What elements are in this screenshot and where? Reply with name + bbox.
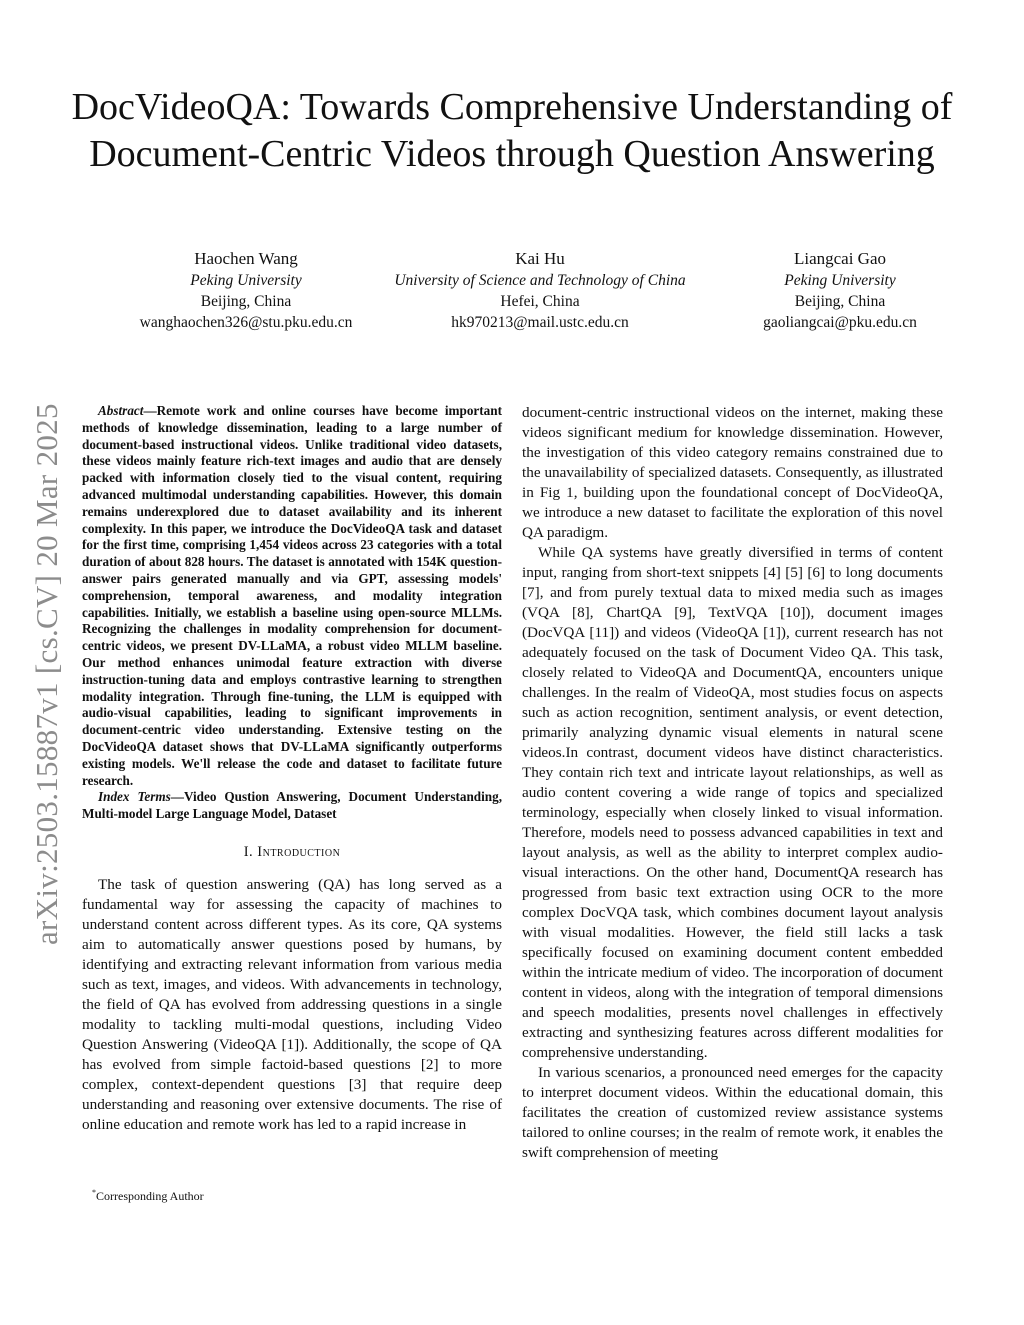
author-email: hk970213@mail.ustc.edu.cn [451,314,629,331]
author-location: Beijing, China [200,293,292,310]
author-location: Hefei, China [500,293,580,310]
author-name: Liangcai Gao [793,249,887,268]
author-name: Kai Hu [515,249,565,268]
author-block-3 [710,248,970,333]
author-location: Beijing, China [794,293,886,310]
body-paragraph: While QA systems have greatly diversified in terms of content input, ranging from short-text snippets [4] [5] [6] to long documents [7], and from purely textual data to mixed media such as images (VQA [8], ChartQA [9], TextVQA [10]), document images (DocVQA [11]) and videos (VideoQA [1]), current research has not adequately focused on the task of Document Video QA. This task, closely related to VideoQA and DocumentQA, encounters unique challenges. In the realm of VideoQA, most studies focus on aspects such as action recognition, sentiment analysis, or event detection, primarily analyzing dynamic visual elements in natural scene videos.In contrast, document videos have distinct characteristics. They contain rich text and intricate layout relationships, as well as audio content covering a wide range of topics and specialized terminology, especially when closely linked to visual information. Therefore, models need to possess advanced capabilities in text and layout analysis, as well as the ability to interpret complex audio-visual interactions. On the other hand, DocumentQA research has progressed from basic text extraction using OCR to the more complex DocVQA task, which combines document layout analysis with visual modalities. However, the field still lacks a task specifically focused on examining document content embedded within the intricate medium of video. The incorporation of document content in videos, along with the integration of temporal dimensions and speech modalities, presents novel challenges in effectively extracting and synthesizing features across different modalities for comprehensive understanding. [522,544,943,1061]
index-terms [82,789,502,823]
abstract-text: —Remote work and online courses have become important methods of knowledge dissemination, leading to a large number of document-based instructional videos. Unlike traditional video datasets, these videos mainly feature rich-text images and audio that are densely packed with information closely tied to the visual content, requiring advanced multimodal understanding capabilities. However, this domain remains underexplored due to dataset availability and its inherent complexity. In this paper, we introduce the DocVideoQA task and dataset for the first time, comprising 1,454 videos across 23 categories with a total duration of about 828 hours. The dataset is annotated with 154K question-answer pairs generated manually and via GPT, assessing models' comprehension, temporal awareness, and modality integration capabilities. Initially, we establish a baseline using open-source MLLMs. Recognizing the challenges in modality comprehension for document-centric videos, we present DV-LLaMA, a robust video MLLM baseline. Our method enhances unimodal feature extraction with diverse instruction-tuning data and employs contrastive learning to strengthen modality integration. Through fine-tuning, the LLM is equipped with audio-visual capabilities, leading to significant improvements in document-centric video understanding. Extensive testing on the DocVideoQA dataset shows that DV-LLaMA significantly outperforms existing models. We'll release the code and dataset to facilitate future research. [82,403,502,788]
abstract-lead: Abstract [98,403,144,418]
abstract [82,403,502,789]
author-name: Haochen Wang [194,249,298,268]
section-heading: I. Introduction [243,843,341,860]
author-affiliation: Peking University [190,272,302,289]
body-paragraph: document-centric instructional videos on the internet, making these videos significant medium for knowledge dissemination. However, the investigation of this video category remains constrained due to the unavailability of specialized datasets. Consequently, as illustrated in Fig 1, building upon the foundational concept of DocVideoQA, we introduce a new dataset to facilitate the exploration of this novel QA paradigm. [522,404,943,541]
footnote [92,1186,204,1203]
index-terms-text: —Video Qustion Answering, Document Understanding, Multi-model Large Language Model, Dataset [82,789,502,822]
author-block-1 [96,248,396,333]
arxiv-identifier: arXiv:2503.15887v1 [cs.CV] 20 Mar 2025 [29,403,64,945]
author-email: wanghaochen326@stu.pku.edu.cn [139,314,353,331]
body-paragraph: In various scenarios, a pronounced need emerges for the capacity to interpret document videos. Within the educational domain, this facilitates the creation of customized review assistance systems tailored to online courses; in the realm of remote work, it enables the swift comprehension of meeting [522,1064,943,1161]
author-affiliation: University of Science and Technology of China [394,272,686,289]
footnote-text: Corresponding Author [96,1189,204,1203]
intro-paragraph: The task of question answering (QA) has long served as a fundamental way for assessing the capacity of machines to understand content across different types. As its core, QA systems aim to automatically answer questions posed by humans, by identifying and extracting relevant information from various media such as text, images, and videos. With advancements in technology, the field of QA has evolved from addressing questions in a single modality to tackling multi-modal questions, including Video Question Answering (VideoQA [1]). Additionally, the scope of QA has evolved from simple factoid-based questions [2] to more complex, context-dependent questions [3] that require deep understanding and reasoning over extensive documents. The rise of online education and remote work has led to a rapid increase in [82,875,502,1133]
left-column [82,403,502,1135]
author-affiliation: Peking University [784,272,896,289]
author-block-2 [370,248,710,333]
index-terms-lead: Index Terms [98,789,171,805]
right-column [522,403,943,1163]
paper-title: DocVideoQA: Towards Comprehensive Understanding of Document-Centric Videos through Question Answering [71,86,953,175]
footnote-marker: * [92,1188,96,1197]
author-email: gaoliangcai@pku.edu.cn [763,314,917,331]
